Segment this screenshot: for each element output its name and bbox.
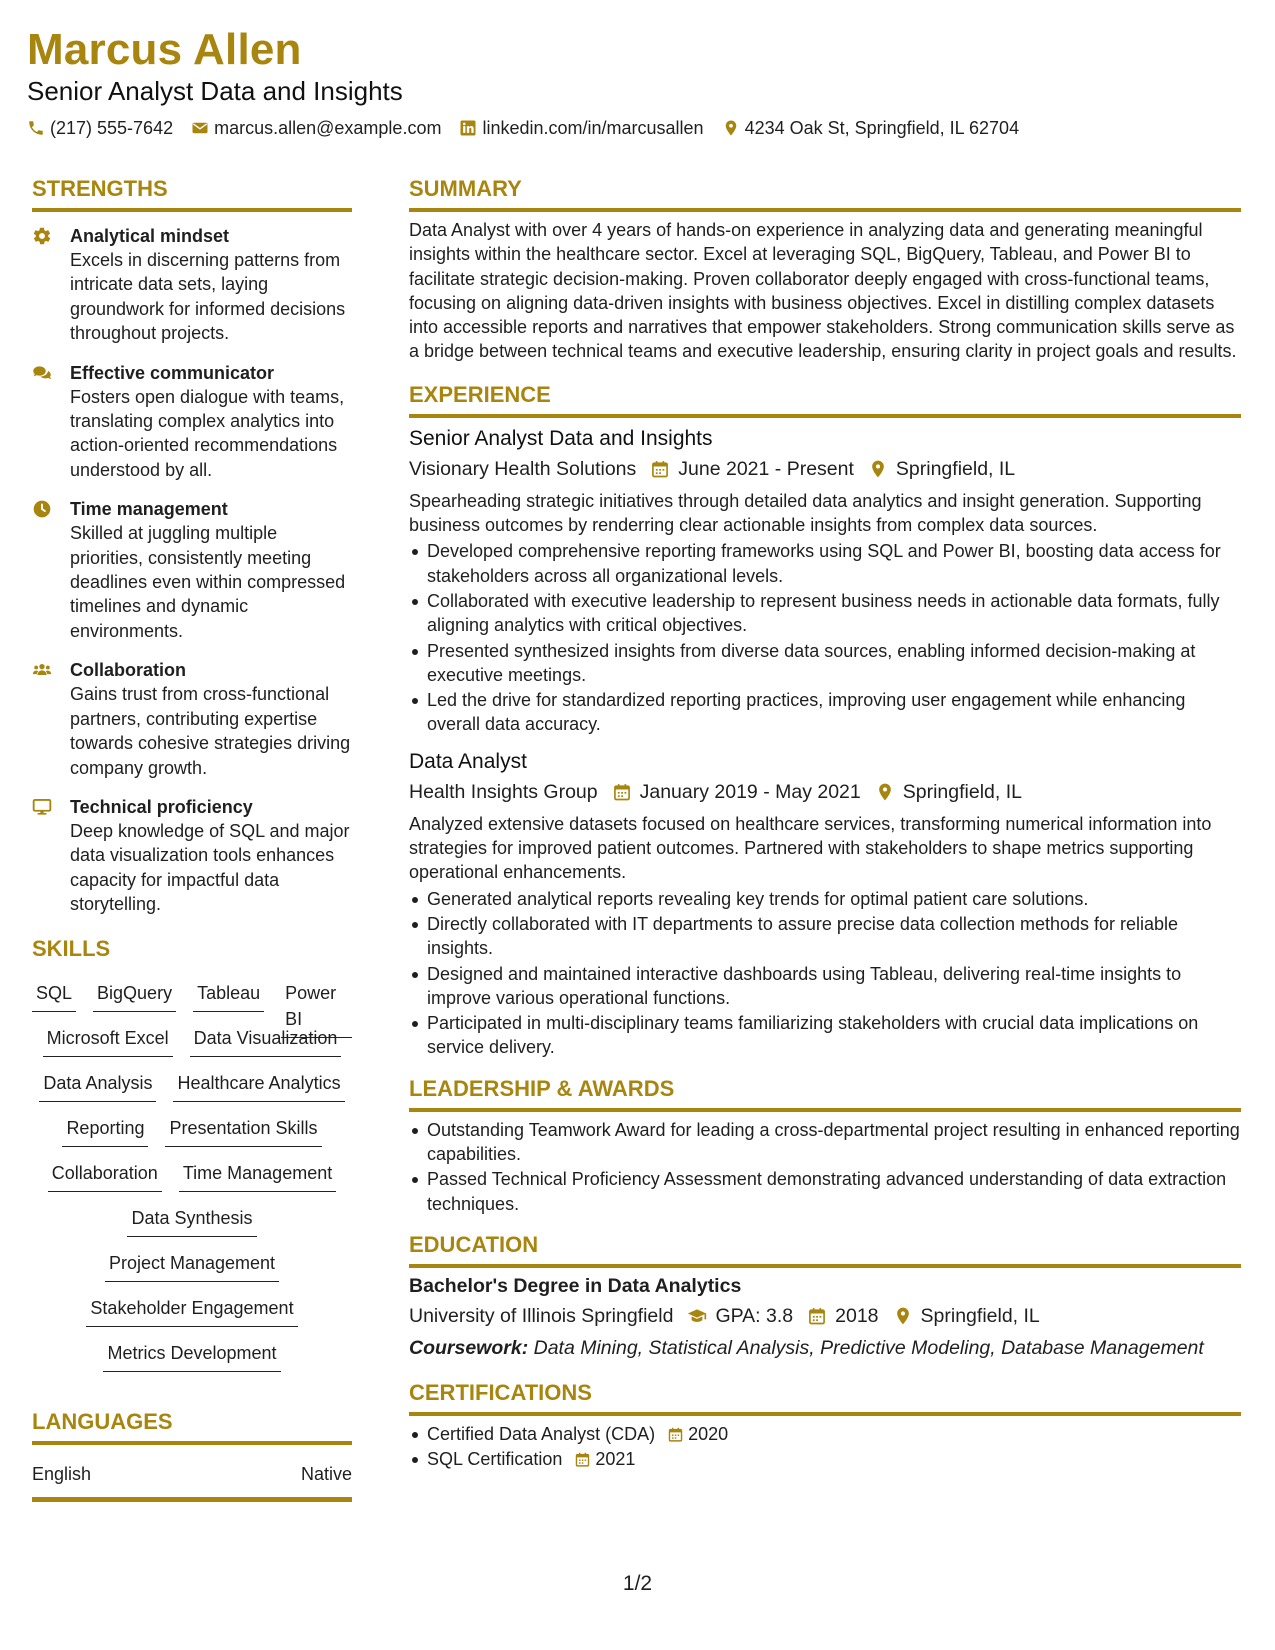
strength-title: Time management	[70, 499, 228, 520]
calendar-icon	[667, 1426, 684, 1443]
job-description: Spearheading strategic initiatives through detailed data analytics and insight generation. Supporting business outcomes by renderring clear actionable insights from complex data sources.	[409, 490, 1202, 536]
company-name: Health Insights Group	[409, 780, 598, 803]
strength-description: Gains trust from cross-functional partners, contributing expertise towards cohesive strategies driving company growth.	[70, 684, 351, 778]
comments-icon	[32, 361, 70, 483]
page-number: 1/2	[622, 1572, 653, 1595]
certifications-list	[409, 1422, 1241, 1472]
strength-item	[32, 497, 352, 643]
strengths-heading: STRENGTHS	[32, 176, 168, 201]
linkedin-text: linkedin.com/in/marcusallen	[482, 118, 704, 138]
job-dates: January 2019 - May 2021	[639, 780, 861, 803]
skill-tag: SQL	[32, 978, 76, 1012]
section-divider	[32, 208, 352, 212]
list-item: Participated in multi-disciplinary teams familiarizing stakeholders with crucial data implications on service delivery.	[409, 1011, 1241, 1060]
strength-item	[32, 361, 352, 483]
envelope-icon	[191, 119, 209, 137]
skill-tag: Healthcare Analytics	[173, 1068, 344, 1102]
map-pin-icon	[722, 119, 740, 137]
language-item	[32, 1461, 352, 1487]
certification-year: 2020	[688, 1423, 729, 1444]
strength-description: Excels in discerning patterns from intricate data sets, laying groundwork for informed decisions throughout projects.	[70, 250, 346, 344]
languages-heading: LANGUAGES	[32, 1408, 173, 1434]
strength-item	[32, 658, 352, 780]
section-divider	[409, 208, 1241, 212]
certification-name: Certified Data Analyst (CDA)	[427, 1423, 656, 1444]
list-item: Designed and maintained interactive dashboards using Tableau, delivering real-time insights to improve various operational functions.	[409, 962, 1241, 1011]
job-title: Data Analyst	[409, 749, 527, 773]
skills-heading: SKILLS	[32, 935, 111, 961]
list-item: Developed comprehensive reporting frameworks using SQL and Power BI, boosting data access for stakeholders across all organizational levels.	[409, 539, 1241, 588]
job-bullets	[409, 539, 1241, 736]
email-text: marcus.allen@example.com	[214, 118, 442, 138]
education-meta	[409, 1302, 1241, 1330]
section-divider	[409, 1264, 1241, 1268]
map-pin-icon	[868, 459, 888, 479]
skill-tag: Metrics Development	[103, 1338, 280, 1372]
skill-tag: Stakeholder Engagement	[86, 1293, 297, 1327]
skill-tag: Data Visualization	[190, 1023, 342, 1057]
education-section	[409, 1228, 1241, 1362]
phone-icon	[27, 119, 45, 137]
coursework	[409, 1334, 1241, 1362]
skill-tag: Data Analysis	[39, 1068, 156, 1102]
job-meta	[409, 778, 1241, 806]
monitor-icon	[32, 795, 70, 917]
map-pin-icon	[893, 1306, 913, 1326]
job-meta	[409, 455, 1241, 483]
list-item: Collaborated with executive leadership to represent business needs in actionable data formats, fully aligning analytics with critical objectives.	[409, 589, 1241, 638]
skill-tag: Project Management	[105, 1248, 279, 1282]
skill-tag: Power BI	[281, 978, 352, 1038]
summary-text: Data Analyst with over 4 years of hands-on experience in analyzing data and generating meaningful insights within the healthcare sector. Excel at leveraging SQL, BigQuery, Tableau, and Power BI to facilitate strategic decision-making. Proven collaborator deeply engaged with cross-functional teams, focusing on aligning data-driven insights with business objectives. Excel in distilling complex datasets into accessible reports and narratives that empower stakeholders. Strong communication skills serve as a bridge between technical teams and executive leadership, ensuring clarity in project goals and results.	[409, 220, 1237, 362]
strength-title: Collaboration	[70, 660, 186, 681]
skill-tag: Presentation Skills	[165, 1113, 321, 1147]
school-location: Springfield, IL	[920, 1304, 1040, 1327]
map-pin-icon	[875, 782, 895, 802]
language-level: Native	[300, 1463, 352, 1484]
strengths-section	[32, 172, 352, 917]
job-description: Analyzed extensive datasets focused on healthcare services, transforming numerical information into strategies for improved patient outcomes. Partnered with stakeholders to shape metrics supporting operational enhancements.	[409, 813, 1212, 883]
phone-text: (217) 555-7642	[50, 118, 174, 138]
list-item: Led the drive for standardized reporting practices, improving user engagement while enhancing overall data accuracy.	[409, 688, 1241, 737]
skill-tag: Reporting	[62, 1113, 148, 1147]
job-entry	[409, 748, 1241, 1060]
contact-phone[interactable]	[27, 116, 173, 140]
job-location: Springfield, IL	[895, 457, 1016, 480]
skill-tag: Data Synthesis	[127, 1203, 256, 1237]
degree-title: Bachelor's Degree in Data Analytics	[409, 1274, 742, 1297]
list-item: Passed Technical Proficiency Assessment demonstrating advanced understanding of data extraction techniques.	[409, 1167, 1241, 1216]
list-item: Generated analytical reports revealing key trends for optimal patient care solutions.	[409, 887, 1241, 911]
job-title: Senior Analyst Data and Insights	[409, 426, 713, 450]
linkedin-icon	[459, 119, 477, 137]
language-level-bar	[32, 1497, 352, 1502]
strength-description: Deep knowledge of SQL and major data visualization tools enhances capacity for impactful data storytelling.	[70, 820, 350, 915]
list-item: Presented synthesized insights from diverse data sources, enabling informed decision-making at executive meetings.	[409, 639, 1241, 688]
section-divider	[32, 1441, 352, 1445]
right-column	[409, 172, 1241, 1473]
calendar-icon	[650, 459, 670, 479]
strength-title: Effective communicator	[70, 362, 275, 383]
skill-tag: BigQuery	[93, 978, 176, 1012]
summary-heading: SUMMARY	[409, 176, 522, 201]
strength-item	[32, 795, 352, 917]
education-heading: EDUCATION	[409, 1231, 539, 1257]
clock-icon	[32, 497, 70, 643]
leadership-list	[409, 1118, 1241, 1216]
certifications-section	[409, 1376, 1241, 1472]
skill-tag: Tableau	[193, 978, 264, 1012]
language-name: English	[32, 1463, 92, 1484]
coursework-list: Data Mining, Statistical Analysis, Predictive Modeling, Database Management	[533, 1336, 1204, 1359]
gpa-text: GPA: 3.8	[715, 1304, 794, 1327]
skills-list	[32, 978, 352, 1383]
job-location: Springfield, IL	[902, 780, 1022, 803]
summary-section	[409, 172, 1241, 364]
graduation-cap-icon	[687, 1306, 707, 1326]
leadership-heading: LEADERSHIP & AWARDS	[409, 1075, 675, 1101]
section-divider	[409, 1108, 1241, 1112]
coursework-label: Coursework:	[409, 1336, 529, 1359]
experience-heading: EXPERIENCE	[409, 381, 551, 407]
resume-header	[27, 24, 1247, 140]
address-text: 4234 Oak St, Springfield, IL 62704	[744, 118, 1020, 138]
calendar-icon	[807, 1306, 827, 1326]
strength-description: Fosters open dialogue with teams, translating complex analytics into action-oriented recommendations understood by all.	[70, 386, 345, 480]
certification-item	[409, 1422, 1241, 1446]
school-name: University of Illinois Springfield	[409, 1304, 674, 1327]
skill-tag: Microsoft Excel	[43, 1023, 173, 1057]
certification-year: 2021	[595, 1449, 636, 1470]
list-item: Directly collaborated with IT departments to assure precise data collection methods for reliable insights.	[409, 912, 1241, 961]
contact-linkedin[interactable]	[459, 116, 703, 140]
strength-description: Skilled at juggling multiple priorities, consistently meeting deadlines even within compressed timelines and dynamic environments.	[70, 523, 346, 641]
left-column	[32, 172, 352, 1502]
contact-email[interactable]	[191, 116, 441, 140]
section-divider	[409, 1412, 1241, 1416]
strength-title: Technical proficiency	[70, 796, 253, 817]
certification-name: SQL Certification	[427, 1449, 563, 1470]
calendar-icon	[574, 1451, 591, 1468]
languages-section	[32, 1405, 352, 1502]
experience-section	[409, 378, 1241, 1060]
calendar-icon	[612, 782, 632, 802]
list-item: Outstanding Teamwork Award for leading a cross-departmental project resulting in enhanced reporting capabilities.	[409, 1118, 1241, 1167]
strength-item	[32, 224, 352, 346]
certification-item	[409, 1447, 1241, 1471]
gear-icon	[32, 224, 70, 346]
contact-address	[722, 116, 1020, 140]
skills-section	[32, 932, 352, 1383]
skill-tag: Time Management	[179, 1158, 336, 1192]
candidate-name: Marcus Allen	[27, 25, 302, 74]
job-dates: June 2021 - Present	[678, 457, 854, 480]
graduation-year: 2018	[835, 1304, 879, 1327]
candidate-headline: Senior Analyst Data and Insights	[27, 76, 403, 106]
users-icon	[32, 658, 70, 780]
job-bullets	[409, 887, 1241, 1060]
company-name: Visionary Health Solutions	[409, 457, 637, 480]
certifications-heading: CERTIFICATIONS	[409, 1379, 592, 1405]
contact-bar	[27, 116, 1247, 140]
strength-title: Analytical mindset	[70, 226, 230, 246]
job-entry	[409, 425, 1241, 737]
skill-tag: Collaboration	[48, 1158, 162, 1192]
leadership-section	[409, 1072, 1241, 1216]
section-divider	[409, 414, 1241, 418]
